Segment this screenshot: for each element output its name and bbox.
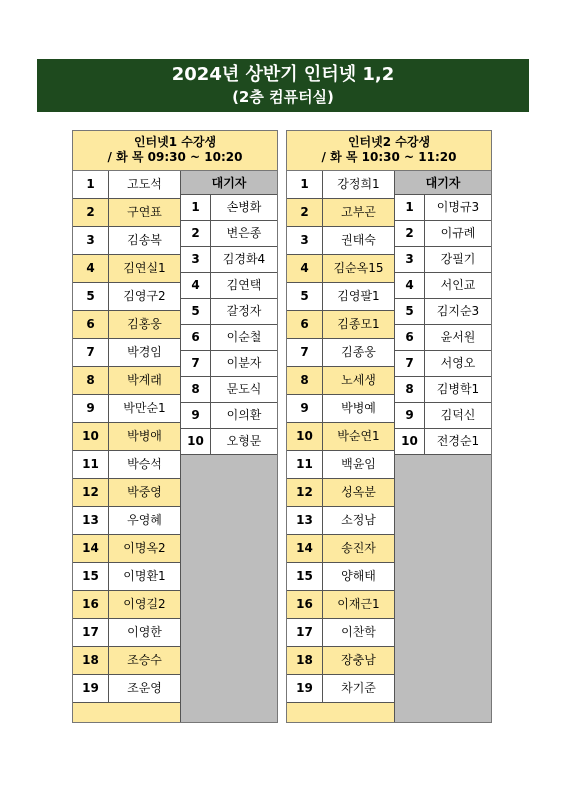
waitlist-row xyxy=(181,273,277,299)
student-row xyxy=(73,619,181,647)
waitlist-row xyxy=(181,429,277,455)
student-name: 박경임 xyxy=(109,339,181,366)
waitlist-number: 6 xyxy=(395,325,425,350)
waitlist-number: 1 xyxy=(395,195,425,220)
waitlist-name: 김병학1 xyxy=(436,382,480,396)
waitlist-name: 강필기 xyxy=(440,252,476,266)
student-name: 노세생 xyxy=(323,367,395,394)
student-row xyxy=(73,171,181,199)
student-row xyxy=(287,647,395,675)
student-row xyxy=(287,367,395,395)
class-panel-internet1 xyxy=(72,130,278,723)
student-number: 15 xyxy=(287,563,323,590)
student-number: 5 xyxy=(73,283,109,310)
waitlist-name: 이명규3 xyxy=(436,200,480,214)
waitlist-number: 8 xyxy=(181,377,211,402)
student-name: 권태숙 xyxy=(323,227,395,254)
student-name: 김순옥15 xyxy=(323,255,395,282)
student-row xyxy=(287,199,395,227)
waitlist-row xyxy=(181,221,277,247)
student-name: 김영구2 xyxy=(109,283,181,310)
student-number: 9 xyxy=(287,395,323,422)
waitlist-name: 김경화4 xyxy=(222,252,266,266)
student-row xyxy=(73,283,181,311)
student-row xyxy=(73,367,181,395)
waitlist-row xyxy=(395,195,491,221)
student-row xyxy=(287,535,395,563)
student-name: 김송복 xyxy=(109,227,181,254)
student-number: 10 xyxy=(287,423,323,450)
student-name: 김종웅 xyxy=(323,339,395,366)
waitlist-number: 7 xyxy=(181,351,211,376)
waitlist-number: 2 xyxy=(395,221,425,246)
waitlist-row xyxy=(395,351,491,377)
student-name: 박만순1 xyxy=(109,395,181,422)
student-name: 이영한 xyxy=(109,619,181,646)
waitlist-row xyxy=(181,299,277,325)
student-row xyxy=(73,563,181,591)
student-row xyxy=(73,675,181,703)
student-name: 고부곤 xyxy=(323,199,395,226)
student-name: 우영혜 xyxy=(109,507,181,534)
waitlist-name: 김지순3 xyxy=(436,304,480,318)
waitlist-name: 김연택 xyxy=(226,278,262,292)
panel-heading xyxy=(287,131,491,171)
student-row xyxy=(287,255,395,283)
waitlist-name: 갈정자 xyxy=(226,304,262,318)
student-number: 14 xyxy=(287,535,323,562)
student-number: 14 xyxy=(73,535,109,562)
waitlist-name: 이의환 xyxy=(226,408,262,422)
student-number: 6 xyxy=(287,311,323,338)
student-row xyxy=(287,171,395,199)
student-row xyxy=(287,283,395,311)
page-title: 2024년 상반기 인터넷 1,2 xyxy=(171,64,395,85)
waitlist-number: 8 xyxy=(395,377,425,402)
waitlist-row xyxy=(181,247,277,273)
page-subtitle: (2층 컴퓨터실) xyxy=(232,88,334,106)
student-number: 12 xyxy=(287,479,323,506)
student-name: 송진자 xyxy=(323,535,395,562)
student-name: 김종모1 xyxy=(323,311,395,338)
panel-heading-schedule: / 화 목 10:30 ~ 11:20 xyxy=(321,150,457,164)
panel-heading xyxy=(73,131,277,171)
student-row xyxy=(73,591,181,619)
student-row xyxy=(287,507,395,535)
waitlist-number: 4 xyxy=(181,273,211,298)
student-name: 김영팔1 xyxy=(323,283,395,310)
waitlist-row xyxy=(395,429,491,455)
waitlist-row xyxy=(181,195,277,221)
waitlist-number: 3 xyxy=(395,247,425,272)
student-number: 8 xyxy=(287,367,323,394)
student-name: 조운영 xyxy=(109,675,181,702)
student-row xyxy=(73,647,181,675)
empty-footer-row xyxy=(73,703,181,722)
waitlist-name: 서인교 xyxy=(440,278,476,292)
student-name: 차기준 xyxy=(323,675,395,702)
waitlist-heading: 대기자 xyxy=(395,171,491,195)
waitlist-name: 이규례 xyxy=(440,226,476,240)
student-name: 박병예 xyxy=(323,395,395,422)
empty-footer-row xyxy=(287,703,395,722)
waitlist-row xyxy=(395,273,491,299)
student-number: 1 xyxy=(287,171,323,198)
waitlist-number: 1 xyxy=(181,195,211,220)
student-number: 16 xyxy=(73,591,109,618)
student-number: 1 xyxy=(73,171,109,198)
student-name: 박승석 xyxy=(109,451,181,478)
student-row xyxy=(73,339,181,367)
student-row xyxy=(73,395,181,423)
student-name: 이찬학 xyxy=(323,619,395,646)
student-number: 19 xyxy=(73,675,109,702)
title-banner xyxy=(37,59,529,112)
student-number: 3 xyxy=(73,227,109,254)
student-name: 김연실1 xyxy=(109,255,181,282)
student-name: 이영길2 xyxy=(109,591,181,618)
student-name: 박순연1 xyxy=(323,423,395,450)
student-name: 구연표 xyxy=(109,199,181,226)
waitlist-row xyxy=(395,299,491,325)
waitlist-row xyxy=(395,221,491,247)
waitlist-number: 10 xyxy=(395,429,425,454)
waitlist-row xyxy=(395,377,491,403)
student-number: 18 xyxy=(287,647,323,674)
student-number: 7 xyxy=(73,339,109,366)
student-number: 6 xyxy=(73,311,109,338)
student-row xyxy=(73,479,181,507)
student-number: 15 xyxy=(73,563,109,590)
waitlist-row xyxy=(395,247,491,273)
waitlist-row xyxy=(395,325,491,351)
student-name: 강정희1 xyxy=(323,171,395,198)
waitlist-number: 9 xyxy=(181,403,211,428)
student-number: 7 xyxy=(287,339,323,366)
student-name: 이명옥2 xyxy=(109,535,181,562)
student-name: 김홍웅 xyxy=(109,311,181,338)
waitlist-row xyxy=(395,403,491,429)
student-name: 장충남 xyxy=(323,647,395,674)
class-panel-internet2 xyxy=(286,130,492,723)
student-number: 4 xyxy=(73,255,109,282)
panel-heading-title: 인터넷1 수강생 xyxy=(133,135,217,149)
student-name: 이명환1 xyxy=(109,563,181,590)
waitlist-number: 6 xyxy=(181,325,211,350)
student-number: 17 xyxy=(73,619,109,646)
student-name: 백윤임 xyxy=(323,451,395,478)
student-name: 성옥분 xyxy=(323,479,395,506)
student-row xyxy=(73,255,181,283)
student-row xyxy=(73,227,181,255)
student-number: 11 xyxy=(73,451,109,478)
student-row xyxy=(73,423,181,451)
student-number: 8 xyxy=(73,367,109,394)
student-name: 소정남 xyxy=(323,507,395,534)
waitlist-row xyxy=(181,351,277,377)
student-row xyxy=(287,619,395,647)
student-row xyxy=(73,535,181,563)
waitlist-number: 7 xyxy=(395,351,425,376)
student-name: 양해태 xyxy=(323,563,395,590)
waitlist-number: 5 xyxy=(181,299,211,324)
waitlist-name: 윤서원 xyxy=(440,330,476,344)
student-row xyxy=(287,591,395,619)
waitlist-number: 5 xyxy=(395,299,425,324)
student-number: 11 xyxy=(287,451,323,478)
waitlist-name: 문도식 xyxy=(226,382,262,396)
waitlist-heading: 대기자 xyxy=(181,171,277,195)
student-row xyxy=(287,479,395,507)
waitlist-name: 오형문 xyxy=(226,434,262,448)
student-row xyxy=(287,563,395,591)
waitlist-number: 4 xyxy=(395,273,425,298)
student-row xyxy=(73,311,181,339)
student-row xyxy=(287,423,395,451)
student-name: 박계래 xyxy=(109,367,181,394)
student-row xyxy=(287,311,395,339)
student-row xyxy=(287,339,395,367)
student-number: 17 xyxy=(287,619,323,646)
panel-heading-schedule: / 화 목 09:30 ~ 10:20 xyxy=(107,150,243,164)
waitlist-row xyxy=(181,325,277,351)
waitlist-number: 2 xyxy=(181,221,211,246)
waitlist-name: 전경순1 xyxy=(436,434,480,448)
waitlist-number: 9 xyxy=(395,403,425,428)
student-number: 13 xyxy=(73,507,109,534)
waitlist-row xyxy=(181,403,277,429)
waitlist-name: 서영오 xyxy=(440,356,476,370)
student-name: 조승수 xyxy=(109,647,181,674)
student-number: 2 xyxy=(287,199,323,226)
student-number: 10 xyxy=(73,423,109,450)
student-name: 박중영 xyxy=(109,479,181,506)
student-number: 4 xyxy=(287,255,323,282)
student-row xyxy=(287,451,395,479)
student-row xyxy=(287,227,395,255)
student-number: 2 xyxy=(73,199,109,226)
waitlist-number: 10 xyxy=(181,429,211,454)
student-row xyxy=(73,199,181,227)
student-number: 12 xyxy=(73,479,109,506)
waitlist-number: 3 xyxy=(181,247,211,272)
waitlist-row xyxy=(181,377,277,403)
student-number: 19 xyxy=(287,675,323,702)
student-name: 이재근1 xyxy=(323,591,395,618)
waitlist-name: 손병화 xyxy=(226,200,262,214)
student-row xyxy=(73,507,181,535)
student-number: 13 xyxy=(287,507,323,534)
student-number: 18 xyxy=(73,647,109,674)
student-row xyxy=(287,675,395,703)
student-number: 16 xyxy=(287,591,323,618)
student-number: 5 xyxy=(287,283,323,310)
student-name: 고도석 xyxy=(109,171,181,198)
waitlist-name: 변은종 xyxy=(226,226,262,240)
panel-heading-title: 인터넷2 수강생 xyxy=(347,135,431,149)
student-number: 3 xyxy=(287,227,323,254)
waitlist-name: 이분자 xyxy=(226,356,262,370)
waitlist-name: 김덕신 xyxy=(440,408,476,422)
student-row xyxy=(73,451,181,479)
student-name: 박병애 xyxy=(109,423,181,450)
student-number: 9 xyxy=(73,395,109,422)
waitlist-name: 이순철 xyxy=(226,330,262,344)
student-row xyxy=(287,395,395,423)
